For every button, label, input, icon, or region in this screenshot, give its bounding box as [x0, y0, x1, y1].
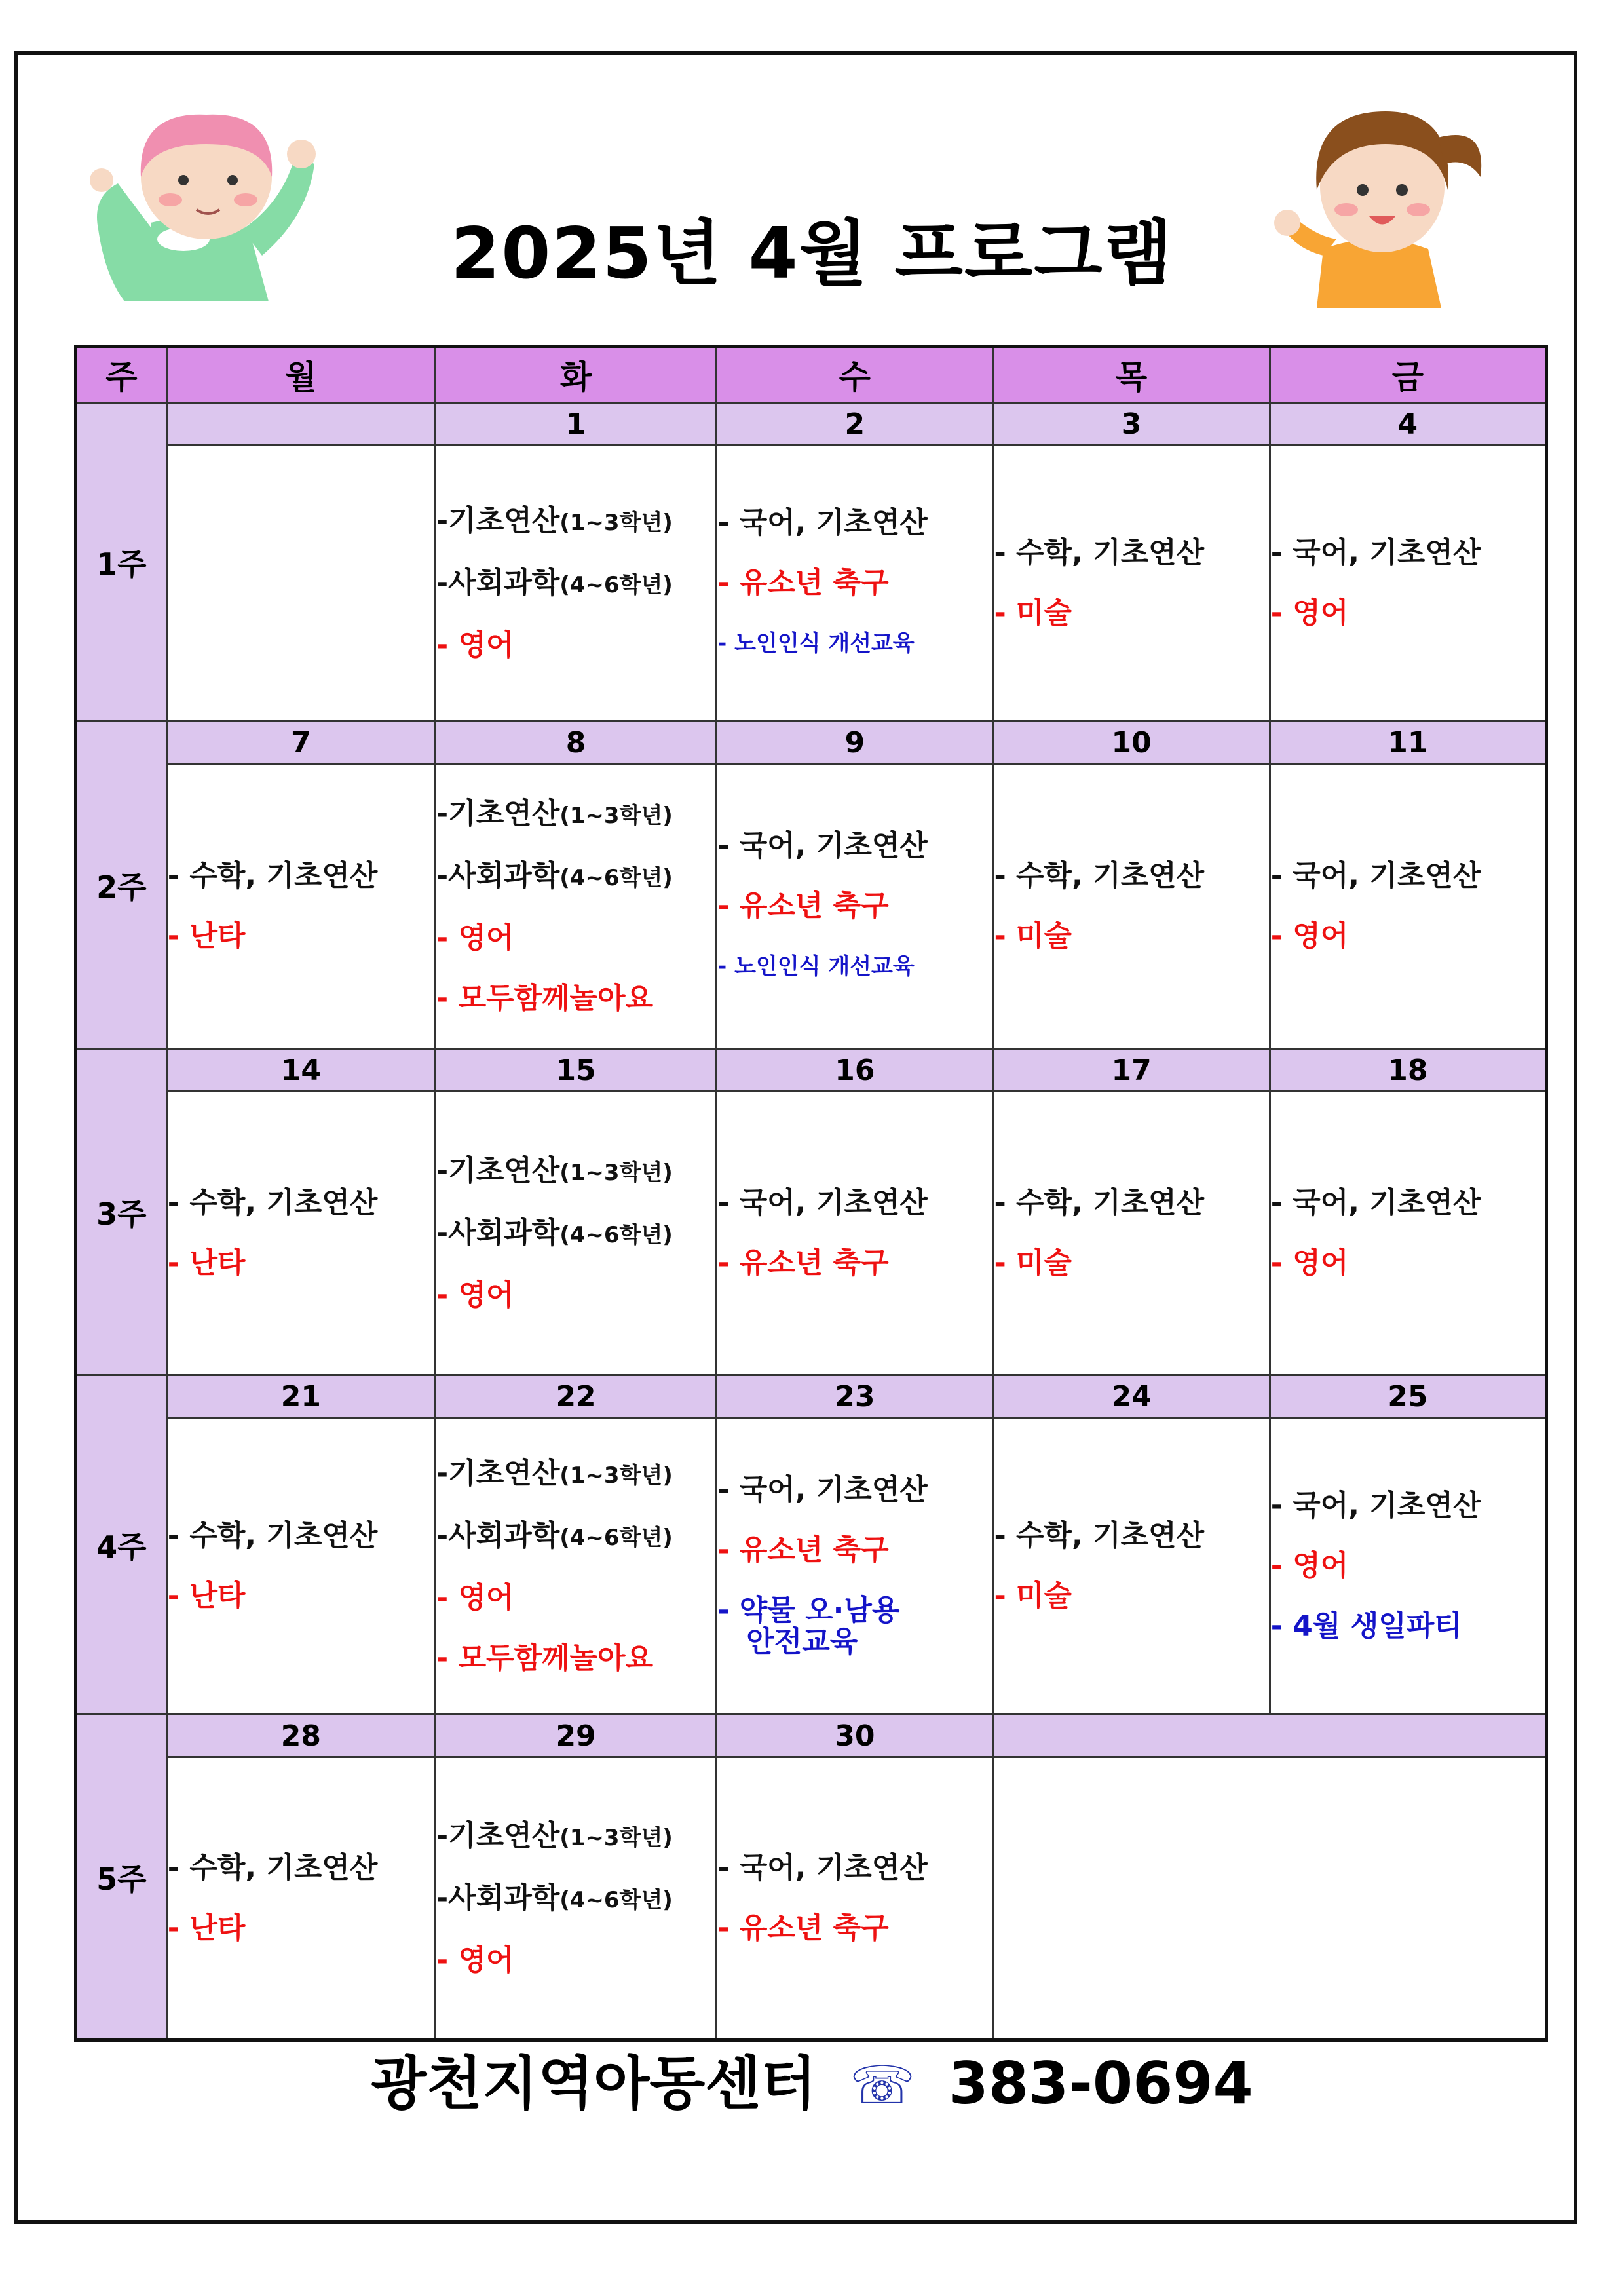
program-name: - 영어 [436, 921, 514, 955]
program-item [994, 1233, 1268, 1293]
program-name: -기초연산 [436, 1819, 560, 1852]
program-item [994, 1173, 1268, 1233]
content-row [76, 1757, 1547, 2040]
program-item [1271, 1596, 1545, 1656]
program-item [168, 906, 434, 966]
date-number: 18 [1270, 1049, 1546, 1092]
day-cell [1270, 1418, 1546, 1715]
program-item [717, 1233, 992, 1293]
program-item [717, 816, 992, 876]
program-item [168, 1838, 434, 1898]
header-mon: 월 [166, 347, 435, 403]
program-item [1271, 906, 1545, 966]
program-item [436, 1806, 715, 1868]
date-number: 30 [717, 1715, 993, 1757]
grade-range: (1~3학년) [559, 1160, 673, 1186]
program-name: - 노인인식 개선교육 [717, 630, 915, 657]
program-name: - 영어 [1270, 596, 1349, 630]
program-item [994, 1506, 1268, 1566]
program-item [717, 493, 992, 553]
header-week: 주 [76, 347, 167, 403]
program-item [717, 876, 992, 936]
date-number: 22 [435, 1375, 716, 1418]
program-item [717, 1460, 992, 1520]
date-row [76, 1715, 1547, 1757]
program-item [994, 583, 1268, 643]
program-name: - 영어 [1270, 1549, 1349, 1582]
program-item [1271, 846, 1545, 906]
program-item [1271, 583, 1545, 643]
day-cell-empty [993, 1757, 1547, 2040]
program-item [1271, 523, 1545, 583]
date-number: 9 [717, 721, 993, 764]
content-row [76, 446, 1547, 721]
program-item [168, 1506, 434, 1566]
program-item [717, 1838, 992, 1898]
program-name: - 국어, 기초연산 [1270, 1489, 1481, 1522]
program-name: - 유소년 축구 [717, 1246, 889, 1280]
program-item [436, 968, 715, 1029]
header-fri: 금 [1270, 347, 1546, 403]
day-cell [166, 1092, 435, 1375]
program-calendar [74, 345, 1548, 2042]
program-item [436, 615, 715, 676]
program-item [168, 1898, 434, 1959]
date-number: 7 [166, 721, 435, 764]
program-item [436, 1203, 715, 1265]
program-name: - 수학, 기초연산 [994, 1186, 1205, 1219]
day-cell [717, 764, 993, 1049]
program-item [168, 1233, 434, 1293]
date-number: 29 [435, 1715, 716, 1757]
program-item [168, 1566, 434, 1626]
date-row [76, 403, 1547, 446]
header-thu: 목 [993, 347, 1270, 403]
program-name: - 국어, 기초연산 [717, 1851, 928, 1885]
program-item [717, 613, 992, 674]
program-name: - 국어, 기초연산 [1270, 1186, 1481, 1219]
date-number: 23 [717, 1375, 993, 1418]
program-name: - 난타 [167, 1246, 246, 1280]
program-name: - 유소년 축구 [717, 1911, 889, 1945]
program-name: -기초연산 [436, 1457, 560, 1490]
program-item [1271, 1233, 1545, 1293]
program-item [436, 1141, 715, 1203]
week-label: 3주 [76, 1049, 167, 1375]
program-item [436, 553, 715, 615]
program-name: -사회과학 [436, 566, 560, 600]
program-item [436, 846, 715, 908]
program-name: - 유소년 축구 [717, 1533, 889, 1567]
grade-range: (4~6학년) [559, 1222, 673, 1248]
footer [0, 2038, 1624, 2120]
grade-range: (1~3학년) [559, 510, 673, 536]
content-row [76, 1092, 1547, 1375]
center-name: 광천지역아동센터 [371, 2050, 817, 2117]
date-row [76, 1049, 1547, 1092]
week-label: 1주 [76, 403, 167, 721]
program-item [717, 1520, 992, 1580]
header-tue: 화 [435, 347, 716, 403]
week-label: 4주 [76, 1375, 167, 1715]
date-number: 25 [1270, 1375, 1546, 1418]
program-name: - 수학, 기초연산 [994, 859, 1205, 892]
date-row [76, 721, 1547, 764]
program-name: - 유소년 축구 [717, 889, 889, 923]
program-item [436, 1628, 715, 1689]
program-item [168, 846, 434, 906]
program-name: - 미술 [994, 919, 1072, 953]
program-item [436, 1868, 715, 1930]
date-number [166, 403, 435, 446]
program-name: - 모두함께놀아요 [436, 1641, 654, 1675]
program-name: - 국어, 기초연산 [717, 506, 928, 539]
program-name: - 미술 [994, 596, 1072, 630]
day-cell [717, 1757, 993, 2040]
date-number: 21 [166, 1375, 435, 1418]
program-name: - 난타 [167, 1911, 246, 1945]
program-name: - 미술 [994, 1579, 1072, 1613]
program-name: - 국어, 기초연산 [1270, 859, 1481, 892]
program-name: - 난타 [167, 919, 246, 953]
day-cell [993, 446, 1270, 721]
date-number: 28 [166, 1715, 435, 1757]
program-item [436, 908, 715, 968]
program-name: - 국어, 기초연산 [1270, 536, 1481, 569]
program-name: - 난타 [167, 1579, 246, 1613]
program-name: - 수학, 기초연산 [167, 859, 378, 892]
program-item [994, 906, 1268, 966]
program-item [994, 846, 1268, 906]
header-row [76, 347, 1547, 403]
grade-range: (1~3학년) [559, 803, 673, 829]
date-number: 15 [435, 1049, 716, 1092]
grade-range: (4~6학년) [559, 572, 673, 598]
program-name: -사회과학 [436, 1881, 560, 1915]
program-name: - 영어 [436, 628, 514, 662]
phone-number: 383-0694 [948, 2050, 1253, 2117]
date-number: 11 [1270, 721, 1546, 764]
program-name: - 영어 [1270, 1246, 1349, 1280]
program-name: - 유소년 축구 [717, 566, 889, 600]
day-cell [166, 1757, 435, 2040]
program-item [717, 1580, 992, 1672]
program-item [168, 1173, 434, 1233]
program-item [717, 1173, 992, 1233]
date-number: 24 [993, 1375, 1270, 1418]
grade-range: (1~3학년) [559, 1463, 673, 1489]
program-name: - 국어, 기초연산 [717, 1473, 928, 1506]
content-row [76, 764, 1547, 1049]
program-name: -기초연산 [436, 504, 560, 537]
day-cell [993, 1418, 1270, 1715]
program-name: - 국어, 기초연산 [717, 829, 928, 862]
program-item [994, 1566, 1268, 1626]
day-cell [435, 1092, 716, 1375]
date-number: 3 [993, 403, 1270, 446]
day-cell [993, 764, 1270, 1049]
day-cell [717, 1418, 993, 1715]
program-item [436, 1568, 715, 1628]
day-cell [166, 1418, 435, 1715]
date-number: 14 [166, 1049, 435, 1092]
program-name: -사회과학 [436, 1519, 560, 1552]
program-item [436, 491, 715, 553]
phone-icon: ☏ [849, 2055, 915, 2116]
program-name: - 수학, 기초연산 [167, 1851, 378, 1885]
program-name: - 약물 오·남용 [717, 1594, 900, 1627]
program-item [994, 523, 1268, 583]
program-item [436, 1265, 715, 1326]
program-name: - 영어 [436, 1943, 514, 1977]
program-name: -사회과학 [436, 859, 560, 892]
day-cell [993, 1092, 1270, 1375]
grade-range: (1~3학년) [559, 1825, 673, 1851]
program-item [436, 1930, 715, 1991]
grade-range: (4~6학년) [559, 865, 673, 891]
program-item [436, 784, 715, 846]
program-item [717, 936, 992, 997]
program-name: - 영어 [436, 1581, 514, 1615]
day-cell [166, 764, 435, 1049]
day-cell [717, 1092, 993, 1375]
program-name: - 수학, 기초연산 [167, 1186, 378, 1219]
day-cell [435, 1757, 716, 2040]
day-cell [166, 446, 435, 721]
date-number: 2 [717, 403, 993, 446]
program-name: - 모두함께놀아요 [436, 982, 654, 1015]
day-cell [1270, 1092, 1546, 1375]
program-item [717, 1898, 992, 1959]
day-cell [435, 1418, 716, 1715]
week-label: 2주 [76, 721, 167, 1049]
program-item [436, 1506, 715, 1568]
date-number: 16 [717, 1049, 993, 1092]
program-item [1271, 1173, 1545, 1233]
date-number: 17 [993, 1049, 1270, 1092]
program-name: -기초연산 [436, 797, 560, 830]
date-number: 10 [993, 721, 1270, 764]
program-item [717, 553, 992, 613]
content-row [76, 1418, 1547, 1715]
program-name: - 미술 [994, 1246, 1072, 1280]
program-name: - 수학, 기초연산 [994, 536, 1205, 569]
day-cell [1270, 764, 1546, 1049]
program-name: - 노인인식 개선교육 [717, 953, 915, 980]
program-item [1271, 1476, 1545, 1536]
page-title: 2025년 4월 프로그램 [451, 213, 1173, 295]
program-name: - 4월 생일파티 [1270, 1609, 1462, 1643]
day-cell [717, 446, 993, 721]
program-item [436, 1444, 715, 1506]
week-label: 5주 [76, 1715, 167, 2040]
program-item [1271, 1536, 1545, 1596]
program-name: - 수학, 기초연산 [167, 1519, 378, 1552]
program-name: - 수학, 기초연산 [994, 1519, 1205, 1552]
day-cell [435, 446, 716, 721]
date-number: 4 [1270, 403, 1546, 446]
program-name-cont: 안전교육 [746, 1625, 858, 1658]
program-name: -사회과학 [436, 1216, 560, 1250]
program-name: - 영어 [1270, 919, 1349, 953]
date-cell-empty [993, 1715, 1547, 1757]
program-name: -기초연산 [436, 1154, 560, 1187]
day-cell [435, 764, 716, 1049]
date-number: 1 [435, 403, 716, 446]
date-row [76, 1375, 1547, 1418]
grade-range: (4~6학년) [559, 1887, 673, 1913]
grade-range: (4~6학년) [559, 1525, 673, 1551]
date-number: 8 [435, 721, 716, 764]
program-name: - 영어 [436, 1278, 514, 1312]
program-name: - 국어, 기초연산 [717, 1186, 928, 1219]
header-wed: 수 [717, 347, 993, 403]
day-cell [1270, 446, 1546, 721]
